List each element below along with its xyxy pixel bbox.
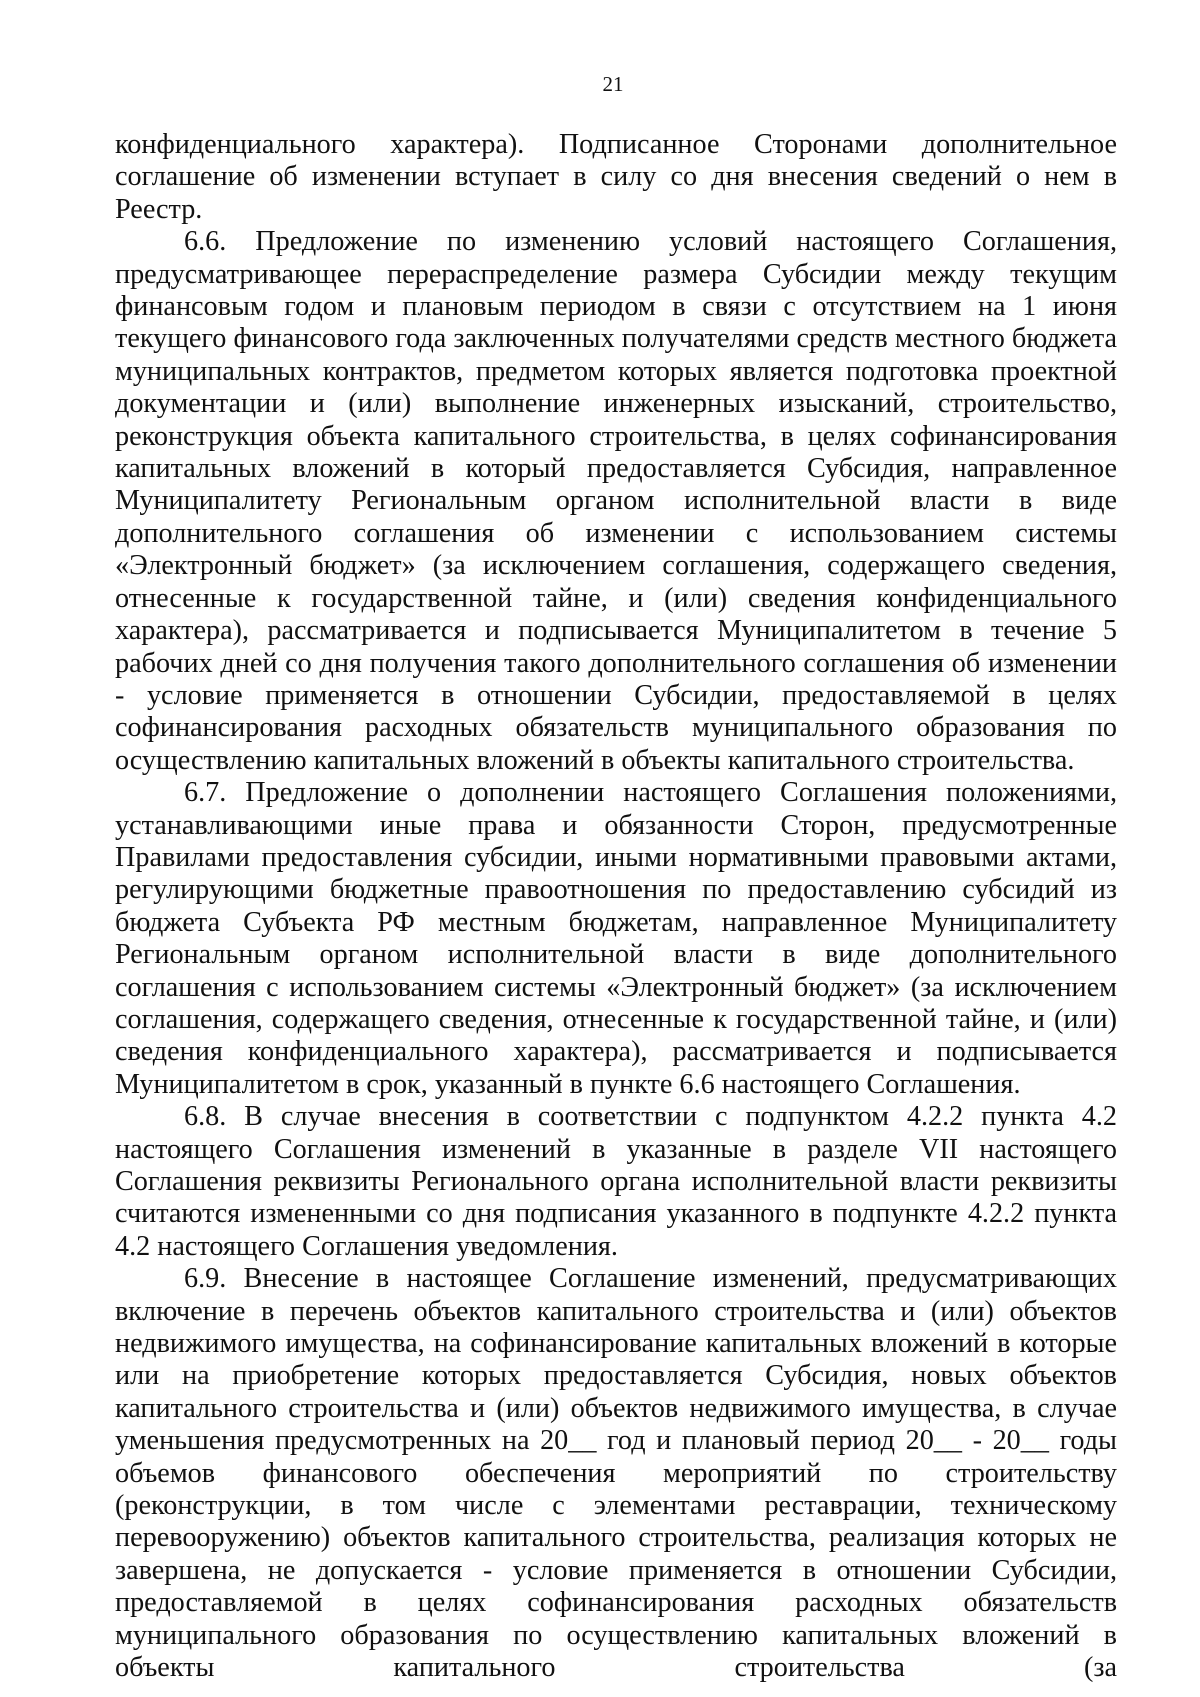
paragraph-6-6: 6.6. Предложение по изменению условий настоящего Соглашения, предусматривающее перераспределение размера Субсидии между текущим финансовым годом и плановым периодом в связи с отсутствием на 1 июня текущего финансового года заключенных получателями средств местного бюджета муниципальных контрактов, предметом которых является подготовка проектной документации и (или) выполнение инженерных изысканий, строительство, реконструкция объекта капитального строительства, в целях софинансирования капитальных вложений в который предоставляется Субсидия, направленное Муниципалитету Региональным органом исполнительной власти в виде дополнительного соглашения об изменении с использованием системы «Электронный бюджет» (за исключением соглашения, содержащего сведения, отнесенные к государственной тайне, и (или) сведения конфиденциального характера), рассматривается и подписывается Муниципалитетом в течение 5 рабочих дней со дня получения такого дополнительного соглашения об изменении - условие применяется в отношении Субсидии, предоставляемой в целях софинансирования расходных обязательств муниципального образования по осуществлению капитальных вложений в объекты капитального строительства.	[115, 226, 1117, 776]
paragraph-continued: конфиденциального характера). Подписанное Сторонами дополнительное соглашение об изменении вступает в силу со дня внесения сведений о нем в Реестр.	[115, 129, 1117, 225]
paragraph-6-9: 6.9. Внесение в настоящее Соглашение изменений, предусматривающих включение в перечень объектов капитального строительства и (или) объектов недвижимого имущества, на софинансирование капитальных вложений в которые или на приобретение которых предоставляется Субсидия, новых объектов капитального строительства и (или) объектов недвижимого имущества, в случае уменьшения предусмотренных на 20__ год и плановый период 20__ - 20__ годы объемов финансового обеспечения мероприятий по строительству (реконструкции, в том числе с элементами реставрации, техническому перевооружению) объектов капитального строительства, реализация которых не завершена, не допускается - условие применяется в отношении Субсидии, предоставляемой в целях софинансирования расходных обязательств муниципального образования по осуществлению капитальных вложений в объекты капитального строительства (за	[115, 1263, 1117, 1684]
paragraph-6-8: 6.8. В случае внесения в соответствии с подпунктом 4.2.2 пункта 4.2 настоящего Соглашения изменений в указанные в разделе VII настоящего Соглашения реквизиты Регионального органа исполнительной власти реквизиты считаются измененными со дня подписания указанного в подпункте 4.2.2 пункта 4.2 настоящего Соглашения уведомления.	[115, 1101, 1117, 1262]
document-body	[115, 129, 1117, 1685]
page-number: 21	[602, 72, 624, 96]
paragraph-6-7: 6.7. Предложение о дополнении настоящего Соглашения положениями, устанавливающими иные права и обязанности Сторон, предусмотренные Правилами предоставления субсидии, иными нормативными правовыми актами, регулирующими бюджетные правоотношения по предоставлению субсидий из бюджета Субъекта РФ местным бюджетам, направленное Муниципалитету Региональным органом исполнительной власти в виде дополнительного соглашения с использованием системы «Электронный бюджет» (за исключением соглашения, содержащего сведения, отнесенные к государственной тайне, и (или) сведения конфиденциального характера), рассматривается и подписывается Муниципалитетом в срок, указанный в пункте 6.6 настоящего Соглашения.	[115, 777, 1117, 1100]
